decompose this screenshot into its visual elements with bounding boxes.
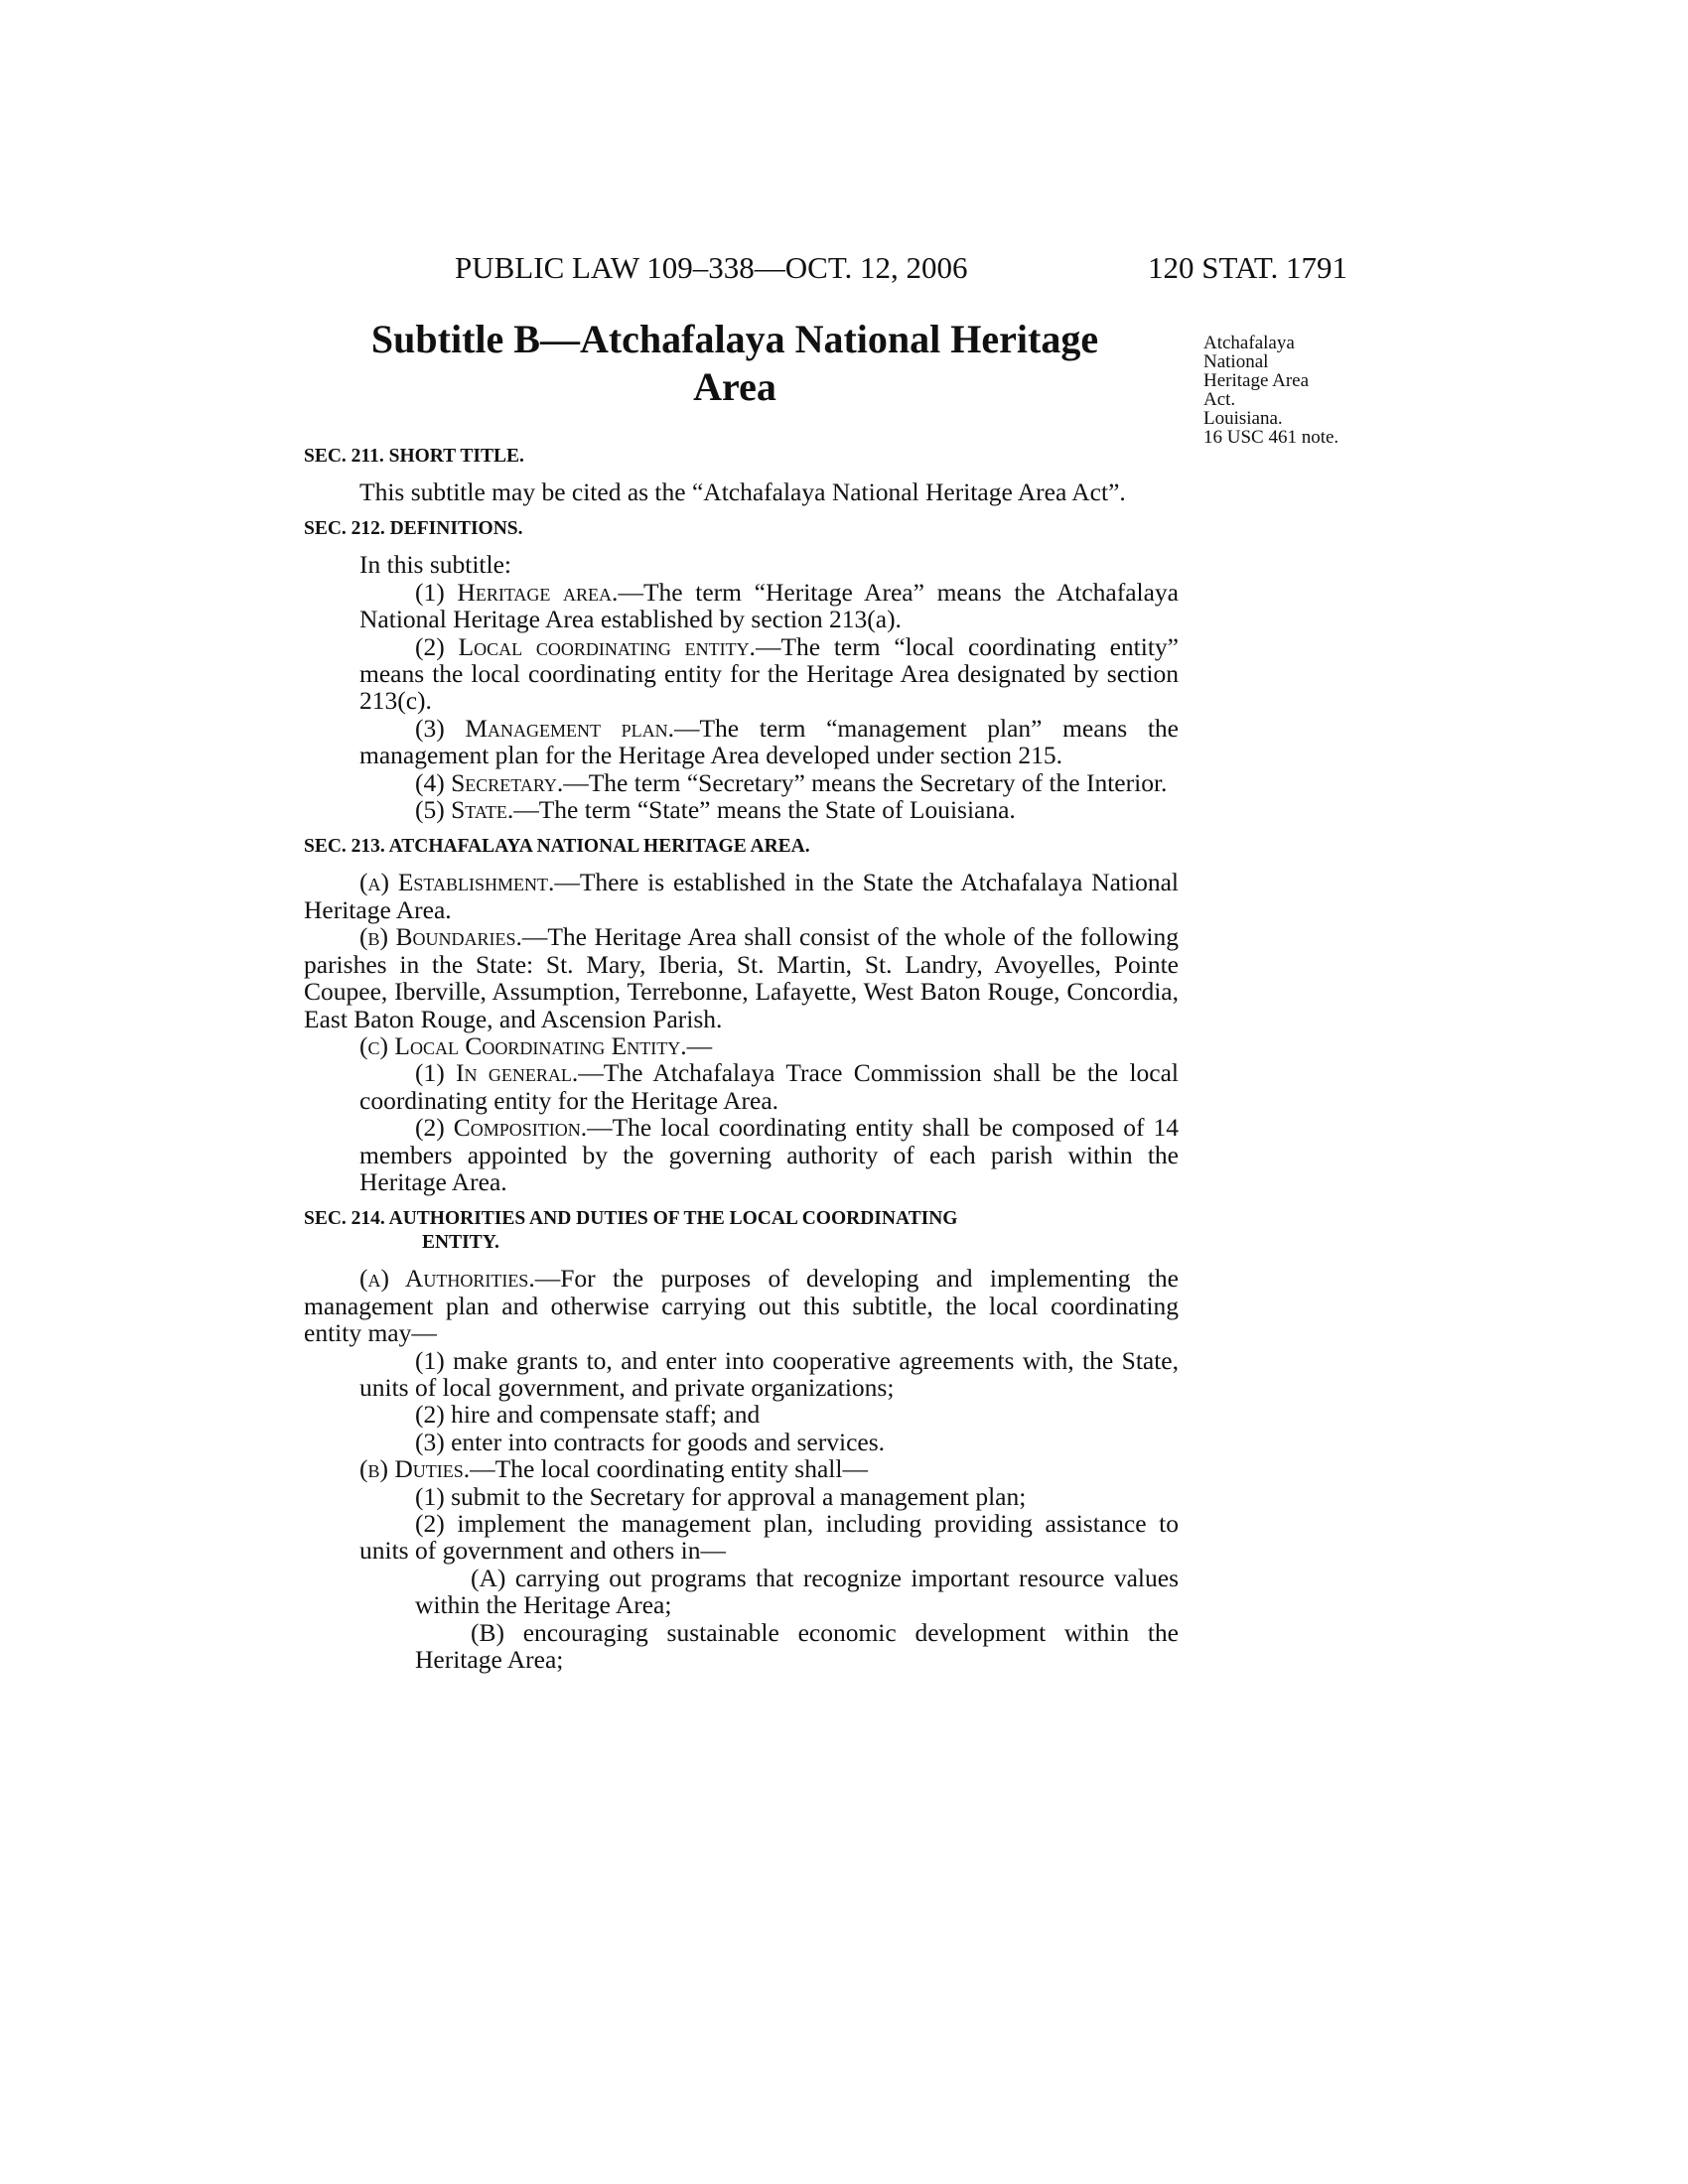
margin-note [1203,334,1402,447]
section-heading-213: SEC. 213. ATCHAFALAYA NATIONAL HERITAGE AREA. [304,836,810,858]
paragraph-b2: (2) implement the management plan, including providing assistance to units of government and others in— [359,1509,1179,1566]
subsection-a [304,1265,1179,1346]
section-heading-214 [304,1207,1179,1255]
definition-text: —The term “Secretary” means the Secretary of the Interior. [563,767,1168,797]
subsection-b [304,923,1179,1032]
margin-note-line: 16 USC 461 note. [1203,427,1339,448]
definition-term: (2) Local coordinating entity. [415,631,756,661]
definition-item [304,796,1179,823]
subsection-c [304,1032,1179,1059]
definition-text: —The term “local coordinating entity” means the local coordinating entity for the Heritage Area designated by section 213(c). [359,631,1179,716]
running-header-right: 120 STAT. 1791 [1148,250,1348,285]
margin-note-line: Louisiana. [1203,408,1283,429]
paragraph-a2: (2) hire and compensate staff; and [415,1400,761,1430]
section-211-text: This subtitle may be cited as the “Atchafalaya National Heritage Area Act”. [359,478,1126,506]
paragraph-text: —The Atchafalaya Trace Commission shall be the local coordinating entity for the Heritage Area. [359,1058,1179,1115]
definition-item [304,715,1179,769]
margin-note-line: Heritage Area [1203,370,1310,391]
definition-text: —The term “State” means the State of Louisiana. [513,795,1016,825]
definition-item [304,769,1179,796]
section-heading-212: SEC. 212. DEFINITIONS. [304,518,523,540]
subsection-text: —There is established in the State the Atchafalaya National Heritage Area. [304,868,1180,924]
subsection-text: —For the purposes of developing and implementing the management plan and otherwise carrying out this subtitle, the local coordinating entity may— [304,1264,1179,1348]
subparagraph-bA: (A) carrying out programs that recognize important resource values within the Heritage Area; [415,1563,1179,1620]
section-heading-211: SEC. 211. SHORT TITLE. [304,446,524,467]
subparagraph-bB: (B) encouraging sustainable economic development within the Heritage Area; [415,1617,1179,1675]
section-heading-214-line1: SEC. 214. AUTHORITIES AND DUTIES OF THE LOCAL COORDINATING [304,1208,958,1230]
subtitle-heading-line1: Subtitle B—Atchafalaya National Heritage [370,317,1099,361]
paragraph-a3: (3) enter into contracts for goods and services. [415,1427,886,1456]
subsection-text: —The local coordinating entity shall— [470,1454,868,1484]
definition-item [304,579,1179,633]
definition-term: (5) State. [415,795,514,825]
running-header-left: PUBLIC LAW 109–338—OCT. 12, 2006 [455,250,968,285]
subsection-b [304,1455,1179,1482]
paragraph-a1: (1) make grants to, and enter into cooperative agreements with, the State, units of local government, and private organizations; [359,1345,1179,1402]
subtitle-heading-line2: Area [693,364,776,409]
margin-note-line: National [1203,351,1269,372]
subsection-text: —The Heritage Area shall consist of the whole of the following parishes in the State: St. Mary, Iberia, St. Martin, St. Landry, Avoyelles, Pointe Coupee, Iberville, Assumption, Terrebonne, Lafayette, West Baton Rouge, Concordia, East Baton Rouge, and Ascension Parish. [304,922,1180,1033]
subtitle-heading [298,316,1172,411]
definition-text: —The term “Heritage Area” means the Atchafalaya National Heritage Area established by section 213(a). [359,577,1179,634]
subsection-a [304,869,1179,923]
definition-text: —The term “management plan” means the management plan for the Heritage Area developed under section 215. [359,713,1179,770]
paragraph-b1: (1) submit to the Secretary for approval a management plan; [415,1481,1027,1511]
paragraph-label: (1) In general. [415,1058,579,1088]
paragraph-c1 [304,1059,1179,1114]
margin-note-line: Act. [1203,389,1236,410]
paragraph-c2 [304,1114,1179,1195]
subsection-label: (b) Boundaries. [359,922,522,952]
section-heading-214-line2: ENTITY. [422,1232,499,1254]
definition-term: (4) Secretary. [415,767,564,797]
subsection-text: — [686,1030,713,1060]
definition-term: (1) Heritage area. [415,577,619,607]
subsection-label: (a) Authorities. [359,1264,535,1294]
document-body [304,433,1179,1673]
paragraph-label: (2) Composition. [415,1113,588,1143]
margin-note-line: Atchafalaya [1203,333,1295,353]
paragraph-text: —The local coordinating entity shall be composed of 14 members appointed by the governing authority of each parish within the Heritage Area. [359,1113,1179,1196]
subsection-label: (c) Local Coordinating Entity. [359,1030,687,1060]
subsection-label: (b) Duties. [359,1454,471,1484]
definition-term: (3) Management plan. [415,713,674,743]
definition-item [304,633,1179,715]
section-212-intro: In this subtitle: [359,550,511,580]
subsection-label: (a) Establishment. [359,868,555,897]
